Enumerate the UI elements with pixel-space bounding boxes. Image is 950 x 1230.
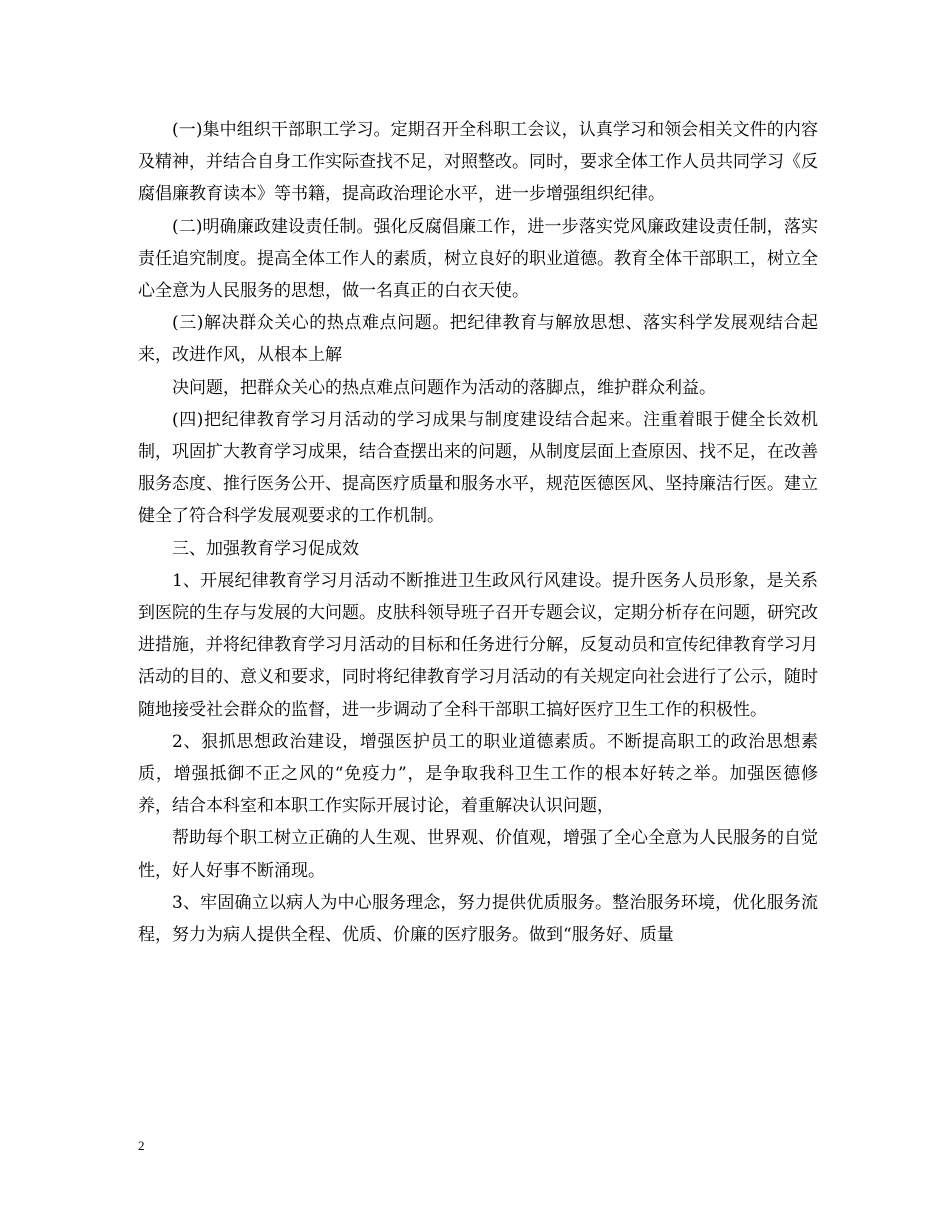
paragraph-2: (二)明确廉政建设责任制。强化反腐倡廉工作，进一步落实党风廉政建设责任制，落实责任追究制度。提高全体工作人的素质，树立良好的职业道德。教育全体干部职工，树立全心全意为人民服务的思想，做一名真正的白衣天使。	[138, 216, 818, 302]
paragraph-7: 1、开展纪律教育学习月活动不断推进卫生政风行风建设。提升医务人员形象，是关系到医院的生存与发展的大问题。皮肤科领导班子召开专题会议，定期分析存在问题，研究改进措施，并将纪律教育学习月活动的目标和任务进行分解，反复动员和宣传纪律教育学习月活动的目的、意义和要求，同时将纪律教育学习月活动的有关规定向社会进行了公示，随时随地接受社会群众的监督，进一步调动了全科干部职工搞好医疗卫生工作的积极性。	[138, 570, 818, 720]
paragraph-5: (四)把纪律教育学习月活动的学习成果与制度建设结合起来。注重着眼于健全长效机制，巩固扩大教育学习成果，结合查摆出来的问题，从制度层面上查原因、找不足，在改善服务态度、推行医务公开、提高医疗质量和服务水平，规范医德医风、坚持廉洁行医。建立健全了符合科学发展观要求的工作机制。	[138, 409, 818, 527]
document-body	[138, 114, 818, 951]
paragraph-8: 2、狠抓思想政治建设，增强医护员工的职业道德素质。不断提高职工的政治思想素质，增强抵御不正之风的“免疫力”，是争取我科卫生工作的根本好转之举。加强医德修养，结合本科室和本职工作实际开展讨论，着重解决认识问题，	[138, 731, 818, 817]
paragraph-4: 决问题，把群众关心的热点难点问题作为活动的落脚点，维护群众利益。	[172, 377, 716, 398]
paragraph-3: (三)解决群众关心的热点难点问题。把纪律教育与解放思想、落实科学发展观结合起来，改进作风，从根本上解	[138, 313, 818, 366]
paragraph-1: (一)集中组织干部职工学习。定期召开全科职工会议，认真学习和领会相关文件的内容及精神，并结合自身工作实际查找不足，对照整改。同时，要求全体工作人员共同学习《反腐倡廉教育读本》等书籍，提高政治理论水平，进一步增强组织纪律。	[138, 120, 818, 205]
paragraph-10: 3、牢固确立以病人为中心服务理念，努力提供优质服务。整治服务环境，优化服务流程，努力为病人提供全程、优质、价廉的医疗服务。做到“服务好、质量	[138, 892, 818, 946]
section-heading: 三、加强教育学习促成效	[172, 538, 359, 559]
paragraph-9: 帮助每个职工树立正确的人生观、世界观、价值观，增强了全心全意为人民服务的自觉性，好人好事不断涌现。	[138, 828, 818, 881]
page-number: 2	[138, 1138, 145, 1153]
